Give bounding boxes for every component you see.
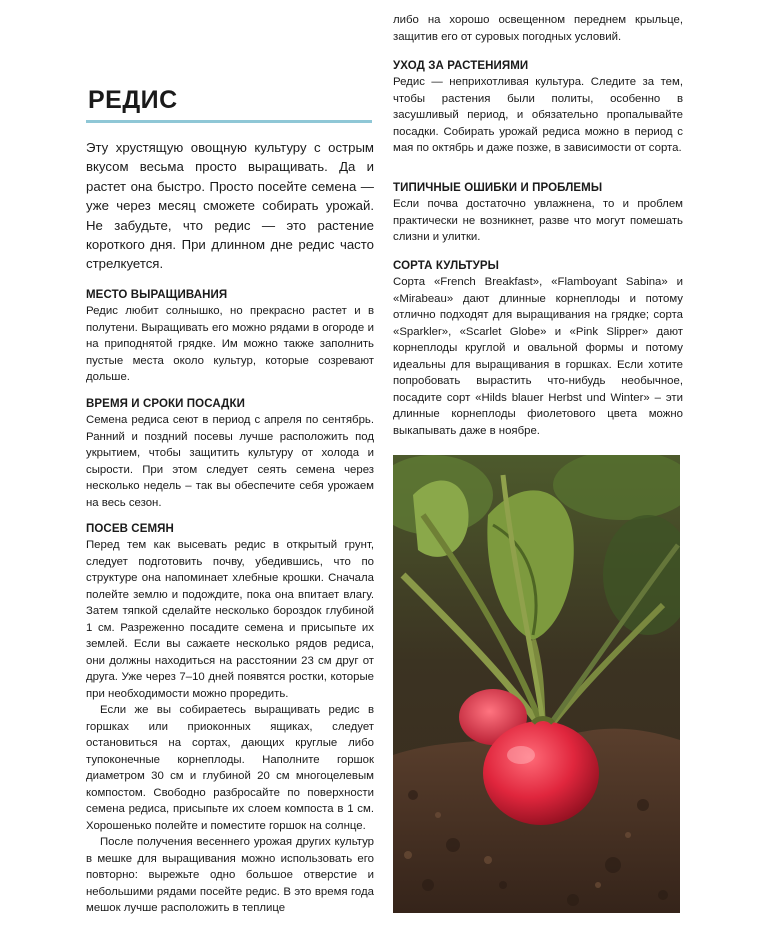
section-text: Редис любит солнышко, но прекрасно растет и в полутени. Выращивать его можно рядами в огороде и на приподнятой грядке. Им можно также заполнить пустые места около культур, которые созревают дольше. — [86, 305, 374, 383]
section-heading: СОРТА КУЛЬТУРЫ — [393, 260, 499, 272]
section-text: После получения весеннего урожая других культур в мешке для выращивания можно использовать его повторно: вырежьте одно большое отверстие и небольшими рядами посейте редис. В это время года мешок лучше расположить в теплице — [86, 836, 374, 914]
title-underline — [86, 120, 372, 123]
section-location — [86, 289, 374, 386]
section-heading: МЕСТО ВЫРАЩИВАНИЯ — [86, 289, 228, 301]
continued-text — [393, 12, 683, 45]
section-text: Сорта «French Breakfast», «Flamboyant Sabina» и «Mirabeau» дают длинные корнеплоды и потому отлично подходят для выращивания на грядке; сорта «Sparkler», «Scarlet Globe» и «Pink Slipper» дают корнеплоды круглой и овальной формы и потому идеальны для выращивания в горшках. Если хотите попробовать вырастить что-нибудь необычное, посадите сорт «Hilds blauer Herbst und Winter» – эти длинные корнеплоды фиолетового цвета можно выкапывать даже в ноябре. — [393, 276, 683, 437]
section-varieties — [393, 260, 683, 439]
section-text: Семена редиса сеют в период с апреля по сентябрь. Ранний и поздний посевы лучше расположить под укрытием, чтобы защитить культуру от холода и сырости. При этом следует сеять семена через несколько недель – так вы обеспечите себя урожаем на весь сезон. — [86, 414, 374, 509]
section-text: Перед тем как высевать редис в открытый грунт, следует подготовить почву, убедившись, что по структуре она напоминает хлебные крошки. Сначала полейте землю и подождите, пока она впитает влагу. Затем тяпкой сделайте несколько бороздок глубиной 1 см. Разреженно посадите семена и присыпьте их землей. Если вы сажаете несколько рядов редиса, они должны находиться на расстоянии 23 см друг от друга. Уже через 7–10 дней появятся ростки, которые при необходимости можно проредить. — [86, 539, 374, 700]
section-heading: ВРЕМЯ И СРОКИ ПОСАДКИ — [86, 398, 245, 410]
section-text: Редис — неприхотливая культура. Следите за тем, чтобы растения были политы, особенно в засушливый период, и обязательно пропалывайте посадки. Собирать урожай редиса можно в период с мая по октябрь и даже позже, в зависимости от сорта. — [393, 76, 683, 154]
section-text: Если же вы собираетесь выращивать редис в горшках или приоконных ящиках, следует остановиться на сортах, дающих круглые либо тупоконечные корнеплоды. Наполните горшок диаметром 30 см и глубиной 20 см многоцелевым компостом. Свободно разбросайте по поверхности семена редиса, присыпьте их слоем компоста в 1 см. Хорошенько полейте и поместите горшок на солнце. — [86, 704, 374, 832]
intro-paragraph: Эту хрустящую овощную культуру с острым вкусом весьма просто выращивать. Да и растет она быстро. Просто посейте семена — уже через месяц сможете собирать урожай. Не забудьте, что редис — это растение короткого дня. При длинном дне редис часто стрелкуется. — [86, 140, 374, 272]
radish-photo — [393, 455, 680, 913]
page-title: РЕДИС — [88, 86, 178, 114]
radish-illustration — [393, 455, 680, 913]
section-text: либо на хорошо освещенном переднем крыльце, защитив его от суровых погодных условий. — [393, 14, 683, 43]
section-sowing — [86, 523, 374, 917]
section-heading: ТИПИЧНЫЕ ОШИБКИ И ПРОБЛЕМЫ — [393, 182, 603, 194]
section-heading: УХОД ЗА РАСТЕНИЯМИ — [393, 60, 529, 72]
section-heading: ПОСЕВ СЕМЯН — [86, 523, 174, 535]
section-care — [393, 60, 683, 157]
section-text: Если почва достаточно увлажнена, то и проблем практически не возникнет, разве что могут помешать слизни и улитки. — [393, 198, 683, 243]
section-planting-time — [86, 398, 374, 511]
section-problems — [393, 182, 683, 246]
